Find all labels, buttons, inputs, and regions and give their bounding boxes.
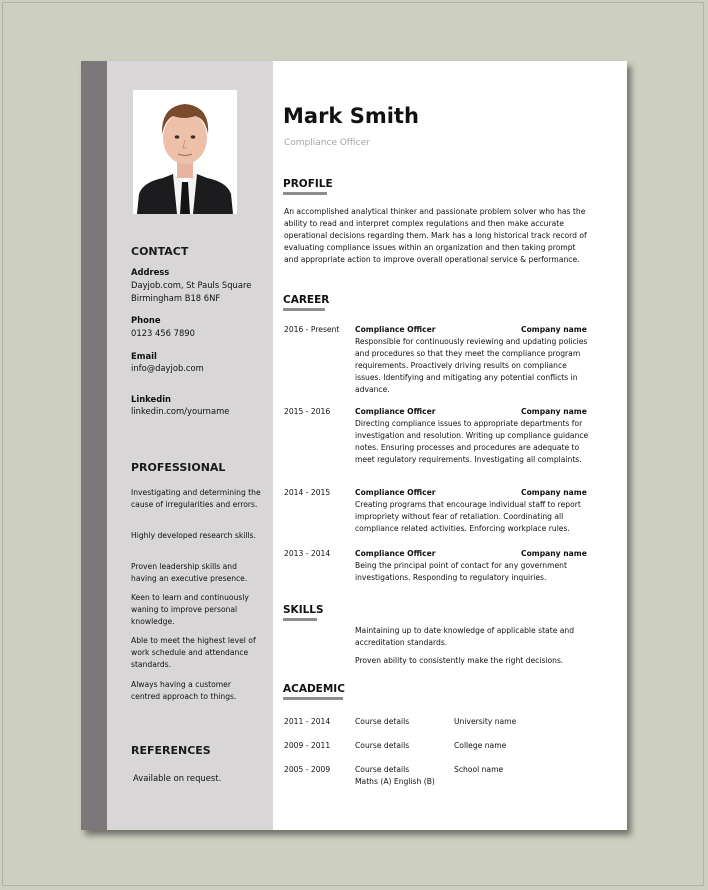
job-company: Company name <box>521 488 587 497</box>
academic-school: College name <box>454 741 507 750</box>
profile-heading: PROFILE <box>283 178 333 190</box>
academic-grades: Maths (A) English (B) <box>355 777 435 786</box>
profile-text: An accomplished analytical thinker and passionate problem solver who has the ability to read and interpret complex regulations and then make accurate operational decisions regarding them. Mark has a long historical track record of evaluating compliance issues within an organization and then taking prompt and appropriate action to improve overall operational service & performance. <box>284 207 587 264</box>
references-heading: REFERENCES <box>131 744 211 757</box>
job-company: Company name <box>521 407 587 416</box>
academic-course: Course details <box>355 765 410 774</box>
address-line-1: Dayjob.com, St Pauls Square <box>131 280 252 290</box>
professional-item: Proven leadership skills and having an executive presence. <box>131 562 248 583</box>
job-years: 2013 - 2014 <box>284 549 331 558</box>
linkedin-value: linkedin.com/yourname <box>131 406 230 416</box>
job-description: Being the principal point of contact for any government investigations. Responding to regulatory inquiries. <box>355 561 567 582</box>
academic-course: Course details <box>355 717 410 726</box>
skill-item: Maintaining up to date knowledge of applicable state and accreditation standards. <box>355 626 575 647</box>
professional-item: Always having a customer centred approach to things. <box>131 680 237 701</box>
job-title-entry: Compliance Officer <box>355 407 436 416</box>
job-years: 2014 - 2015 <box>284 488 331 497</box>
academic-school: School name <box>454 765 504 774</box>
job-company: Company name <box>521 549 587 558</box>
professional-item: Keen to learn and continuously waning to improve personal knowledge. <box>131 593 249 626</box>
contact-heading: CONTACT <box>131 245 189 258</box>
job-title-entry: Compliance Officer <box>355 488 436 497</box>
phone-label: Phone <box>131 315 161 325</box>
job-description: Directing compliance issues to appropriate departments for investigation and resolution. Writing up compliance guidance notes. Ensuring processes and procedures are adequate to meet regulatory requirements. Investigating all complaints. <box>355 419 589 464</box>
academic-years: 2005 - 2009 <box>284 765 331 774</box>
academic-years: 2011 - 2014 <box>284 717 331 726</box>
professional-item: Highly developed research skills. <box>131 531 256 540</box>
cv-document <box>81 61 627 830</box>
job-description: Responsible for continuously reviewing and updating policies and procedures so that they meet the compliance program requirements. Proactively driving results on compliance issues. Identifying and mitigating any potential conflicts in advance. <box>355 337 588 394</box>
skill-item: Proven ability to consistently make the right decisions. <box>355 656 564 665</box>
skills-heading: SKILLS <box>283 604 324 616</box>
professional-item: Able to meet the highest level of work schedule and attendance standards. <box>131 636 256 669</box>
candidate-name: Mark Smith <box>283 104 419 128</box>
address-label: Address <box>131 267 170 277</box>
academic-heading: ACADEMIC <box>283 683 345 695</box>
references-text: Available on request. <box>133 773 222 783</box>
address-line-2: Birmingham B18 6NF <box>131 293 221 303</box>
linkedin-label: Linkedin <box>131 394 172 404</box>
job-title-entry: Compliance Officer <box>355 549 436 558</box>
career-heading: CAREER <box>283 294 330 306</box>
professional-heading: PROFESSIONAL <box>131 461 226 474</box>
academic-course: Course details <box>355 741 410 750</box>
phone-value: 0123 456 7890 <box>131 328 195 338</box>
skills-underline <box>283 618 317 621</box>
academic-years: 2009 - 2011 <box>284 741 331 750</box>
academic-underline <box>283 697 343 700</box>
job-company: Company name <box>521 325 587 334</box>
profile-underline <box>283 192 327 195</box>
profile-photo <box>133 90 237 214</box>
email-value: info@dayjob.com <box>131 363 204 373</box>
job-title: Compliance Officer <box>284 138 370 148</box>
job-description: Creating programs that encourage individual staff to report impropriety without fear of retaliation. Coordinating all compliance related activities. Enforcing workplace rules. <box>355 500 581 533</box>
job-years: 2015 - 2016 <box>284 407 331 416</box>
career-underline <box>283 308 325 311</box>
academic-school: University name <box>454 717 517 726</box>
job-years: 2016 - Present <box>284 325 340 334</box>
sidebar-stripe <box>81 61 107 830</box>
professional-item: Investigating and determining the cause of irregularities and errors. <box>131 488 261 509</box>
email-label: Email <box>131 351 157 361</box>
job-title-entry: Compliance Officer <box>355 325 436 334</box>
